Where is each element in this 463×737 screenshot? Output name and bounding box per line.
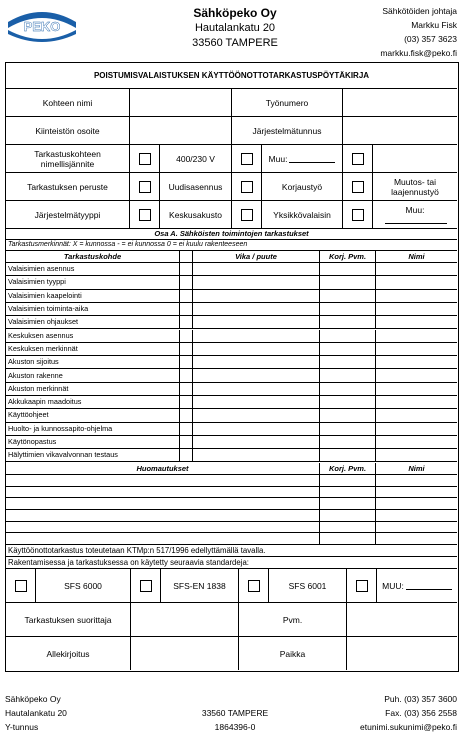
cell-cb-extra [343,145,373,172]
checkbox-muu-tyyppi[interactable] [352,209,364,221]
item-label: Käytönopastus [6,436,180,448]
label-jarjestelmatyyppi: Järjestelmätyyppi [6,201,130,228]
label-jarjestelmatunnus: Järjestelmätunnus [232,117,343,144]
field-kiinteiston-osoite[interactable] [130,117,232,144]
item-label: Käyttöohjeet [6,409,180,421]
remark-text-field[interactable] [6,510,320,521]
item-vika-field[interactable] [193,436,320,448]
row-statement [6,545,457,557]
checkbox-sfs6000[interactable] [15,580,27,592]
row-allekirjoitus [6,637,457,670]
field-paikka[interactable] [347,637,457,670]
table-row [6,316,457,329]
label-sfs6000: SFS 6000 [36,569,131,602]
label-nimellisjannite: Tarkastuskohteen nimellisjännite [6,145,130,172]
contact-info [380,4,457,60]
item-korj-field[interactable] [320,263,376,275]
remark-korj-field[interactable] [320,522,376,533]
checkbox-muu-voltage[interactable] [241,153,253,165]
checkbox-yksikkovalaisin[interactable] [241,209,253,221]
label-peruste: Tarkastuksen peruste [6,173,130,200]
item-vika-field[interactable] [193,303,320,315]
item-vika-field[interactable] [193,316,320,328]
remark-row [6,498,457,510]
footer-email: etunimi.sukunimi@peko.fi [360,722,457,732]
field-tyonumero[interactable] [343,89,457,116]
item-korj-field[interactable] [320,383,376,395]
contact-role: Sähkötöiden johtaja [382,6,457,16]
company-city: 33560 TAMPERE [192,37,278,49]
field-kohteen-nimi[interactable] [130,89,232,116]
row-tyyppi [6,201,457,229]
remark-korj-field[interactable] [320,487,376,498]
item-mark-field[interactable] [180,396,193,408]
company-info [160,6,310,51]
field-muu-voltage[interactable] [289,154,335,163]
cell-cb-korjaus [232,173,262,200]
label-pvm: Pvm. [239,603,347,636]
remark-nimi-field[interactable] [376,475,457,486]
label-voltage: 400/230 V [160,145,232,172]
item-vika-field[interactable] [193,343,320,355]
item-korj-field[interactable] [320,356,376,368]
checkbox-uudisasennus[interactable] [139,181,151,193]
item-nimi-field[interactable] [376,369,457,381]
item-label: Valaisimien tyyppi [6,276,180,288]
item-mark-field[interactable] [180,276,193,288]
label-sfs6001: SFS 6001 [269,569,347,602]
item-vika-field[interactable] [193,330,320,342]
form-title-row [6,63,457,89]
page-header [0,0,463,62]
footer-right [360,692,457,734]
label-std-muu: MUU: [382,580,404,591]
item-label: Akuston merkinnät [6,383,180,395]
remark-korj-field[interactable] [320,533,376,544]
cell-cb-std1 [6,569,36,602]
item-mark-field[interactable] [180,330,193,342]
remark-nimi-field[interactable] [376,522,457,533]
item-korj-field[interactable] [320,276,376,288]
item-vika-field[interactable] [193,449,320,461]
cell-cb-std3 [239,569,269,602]
table-row [6,356,457,369]
table-row [6,369,457,382]
item-korj-field[interactable] [320,396,376,408]
row-col-headers [6,251,457,263]
item-label: Huolto- ja kunnossapito-ohjelma [6,423,180,435]
footer-company: Sähköpeko Oy [5,694,61,704]
row-suorittaja [6,603,457,637]
item-mark-field[interactable] [180,369,193,381]
item-korj-field[interactable] [320,409,376,421]
table-row [6,396,457,409]
item-vika-field[interactable] [193,409,320,421]
label-tyonumero: Työnumero [232,89,343,116]
item-mark-field[interactable] [180,383,193,395]
legend-text: Tarkastusmerkinnät: X = kunnossa - = ei kunnossa 0 = ei kuulu rakenteeseen [8,241,248,248]
remark-text-field[interactable] [6,498,320,509]
row-standards-intro [6,557,457,569]
table-row [6,383,457,396]
item-vika-field[interactable] [193,276,320,288]
item-nimi-field[interactable] [376,396,457,408]
footer-ytunnus-label: Y-tunnus [5,722,39,732]
remark-korj-field[interactable] [320,510,376,521]
item-nimi-field[interactable] [376,316,457,328]
item-nimi-field[interactable] [376,423,457,435]
field-std-muu[interactable] [406,581,452,590]
remark-text-field[interactable] [6,533,320,544]
item-mark-field[interactable] [180,436,193,448]
item-mark-field[interactable] [180,343,193,355]
item-nimi-field[interactable] [376,356,457,368]
label-korjaustyo: Korjaustyö [262,173,343,200]
remark-text-field[interactable] [6,522,320,533]
cell-cb-std-muu [347,569,377,602]
label-yksikkovalaisin: Yksikkövalaisin [262,201,343,228]
label-uudisasennus: Uudisasennus [160,173,232,200]
peko-logo [6,8,78,42]
item-label: Keskuksen merkinnät [6,343,180,355]
row-standards [6,569,457,603]
item-korj-field[interactable] [320,423,376,435]
remark-text-field[interactable] [6,475,320,486]
label-kiinteiston-osoite: Kiinteistön osoite [6,117,130,144]
field-muu-tyyppi[interactable] [385,215,447,224]
standards-intro: Rakentamisessa ja tarkastuksessa on käytetty seuraavia standardeja: [8,557,249,567]
item-label: Akkukaapin maadoitus [6,396,180,408]
checkbox-400v[interactable] [139,153,151,165]
item-label: Valaisimien toiminta-aika [6,303,180,315]
remark-korj-field[interactable] [320,498,376,509]
remark-row [6,487,457,499]
item-mark-field[interactable] [180,409,193,421]
item-mark-field[interactable] [180,290,193,302]
footer-center [195,706,275,734]
item-label: Hälyttimien vikavalvonnan testaus [6,449,180,461]
statement-text: Käyttöönottotarkastus toteutetaan KTMp:n 517/1996 edellyttämällä tavalla. [8,545,266,555]
label-keskusakusto: Keskusakusto [160,201,232,228]
field-suorittaja[interactable] [131,603,239,636]
item-vika-field[interactable] [193,396,320,408]
item-vika-field[interactable] [193,423,320,435]
item-korj-field[interactable] [320,303,376,315]
checkbox-sfsen1838[interactable] [140,580,152,592]
row-osoite [6,117,457,145]
logo-text: PEKO [23,19,61,34]
remark-row [6,522,457,534]
label-paikka: Paikka [239,637,347,670]
item-nimi-field[interactable] [376,303,457,315]
item-mark-field[interactable] [180,423,193,435]
label-muutos: Muutos- tai laajennustyö [391,176,439,197]
footer-city: 33560 TAMPERE [201,708,269,718]
header-huomautukset: Huomautukset [6,463,320,474]
table-row [6,409,457,422]
table-row [6,436,457,449]
section-a-title: Osa A. Sähköisten toimintojen tarkastukset [154,229,309,238]
item-korj-field[interactable] [320,290,376,302]
cell-cb-yksikko [232,201,262,228]
label-muu-tyyppi: Muu: [405,205,425,215]
cell-cb-tyyppi-muu [343,201,373,228]
item-mark-field[interactable] [180,356,193,368]
item-mark-field[interactable] [180,303,193,315]
remark-text-field[interactable] [6,487,320,498]
label-muu-voltage: Muu: [268,153,288,164]
item-nimi-field[interactable] [376,290,457,302]
item-korj-field[interactable] [320,343,376,355]
item-label: Valaisimien asennus [6,263,180,275]
remark-nimi-field[interactable] [376,533,457,544]
item-label: Valaisimien kaapelointi [6,290,180,302]
remark-nimi-field[interactable] [376,510,457,521]
footer-ytunnus: 1864396-0 [214,722,256,732]
label-suorittaja: Tarkastuksen suorittaja [6,603,131,636]
item-mark-field[interactable] [180,316,193,328]
inspection-form [5,62,459,672]
table-row [6,263,457,276]
checkbox-sfs6001[interactable] [248,580,260,592]
remark-row [6,510,457,522]
item-nimi-field[interactable] [376,263,457,275]
item-vika-field[interactable] [193,290,320,302]
remark-nimi-field[interactable] [376,487,457,498]
table-row [6,343,457,356]
header-vika: Vika / puute [193,251,320,262]
item-korj-field[interactable] [320,369,376,381]
item-nimi-field[interactable] [376,449,457,461]
item-korj-field[interactable] [320,449,376,461]
field-pvm[interactable] [347,603,457,636]
item-nimi-field[interactable] [376,343,457,355]
cell-cb-muu [232,145,262,172]
checkbox-muutos[interactable] [352,181,364,193]
label-kohteen-nimi: Kohteen nimi [6,89,130,116]
row-jannite [6,145,457,173]
cell-muu-tyyppi [373,201,457,228]
field-jarjestelmatunnus[interactable] [343,117,457,144]
cell-cb-uudis [130,173,160,200]
item-vika-field[interactable] [193,369,320,381]
cell-cb-std2 [131,569,161,602]
row-huom-header [6,463,457,475]
item-label: Akuston sijoitus [6,356,180,368]
label-allekirjoitus: Allekirjoitus [6,637,131,670]
item-nimi-field[interactable] [376,330,457,342]
item-korj-field[interactable] [320,436,376,448]
label-sfsen1838: SFS-EN 1838 [161,569,239,602]
item-label: Keskuksen asennus [6,330,180,342]
row-peruste [6,173,457,201]
item-mark-field[interactable] [180,263,193,275]
footer-left [5,692,67,734]
row-legend [6,240,457,251]
checkbox-std-muu[interactable] [356,580,368,592]
item-nimi-field[interactable] [376,383,457,395]
header-huom-nimi: Nimi [408,463,425,473]
field-allekirjoitus[interactable] [131,637,239,670]
header-korj: Korj. Pvm. [320,251,376,262]
item-vika-field[interactable] [193,356,320,368]
checkbox-keskusakusto[interactable] [139,209,151,221]
company-name: Sähköpeko Oy [193,6,277,20]
cell-cb-voltage [130,145,160,172]
contact-email: markku.fisk@peko.fi [380,48,457,58]
table-row [6,423,457,436]
item-mark-field[interactable] [180,449,193,461]
checkbox-korjaustyo[interactable] [241,181,253,193]
item-label: Valaisimien ohjaukset [6,316,180,328]
remark-korj-field[interactable] [320,475,376,486]
item-nimi-field[interactable] [376,436,457,448]
cell-std-muu [377,569,457,602]
header-kohde: Tarkastuskohde [6,251,180,262]
form-title: POISTUMISVALAISTUKSEN KÄYTTÖÖNOTTOTARKASTUSPÖYTÄKIRJA [93,70,370,80]
table-row [6,303,457,316]
cell-empty-voltage [373,145,457,172]
table-row [6,290,457,303]
item-korj-field[interactable] [320,330,376,342]
contact-phone: (03) 357 3623 [404,34,457,44]
checkbox-extra-voltage[interactable] [352,153,364,165]
row-section-a [6,229,457,240]
footer-street: Hautalankatu 20 [5,708,67,718]
item-label: Akuston rakenne [6,369,180,381]
footer-fax: Fax. (03) 356 2558 [385,708,457,718]
cell-muu-voltage [262,145,343,172]
company-street: Hautalankatu 20 [194,22,276,34]
table-row [6,330,457,343]
item-nimi-field[interactable] [376,409,457,421]
remark-nimi-field[interactable] [376,498,457,509]
cell-cb-keskus [130,201,160,228]
item-nimi-field[interactable] [376,276,457,288]
item-vika-field[interactable] [193,383,320,395]
header-nimi: Nimi [408,251,425,261]
item-vika-field[interactable] [193,263,320,275]
row-kohde [6,89,457,117]
contact-name: Markku Fisk [411,20,457,30]
footer-phone: Puh. (03) 357 3600 [384,694,457,704]
item-korj-field[interactable] [320,316,376,328]
remark-row [6,533,457,545]
table-row [6,276,457,289]
table-row [6,449,457,462]
header-huom-korj: Korj. Pvm. [320,463,376,474]
page-footer [0,690,463,737]
header-mark [180,251,193,262]
remark-row [6,475,457,487]
cell-cb-muutos [343,173,373,200]
